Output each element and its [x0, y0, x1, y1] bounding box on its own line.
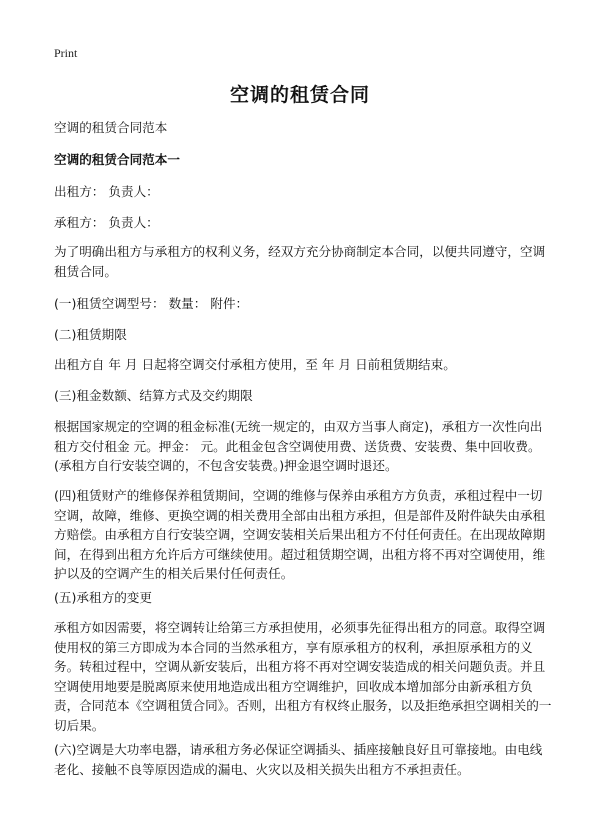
item-2-title: (二)租赁期限	[54, 327, 127, 342]
intro-paragraph: 为了明确出租方与承租方的权利义务，经双方充分协商制定本合同，以便共同遵守，空调租赁合同。	[54, 244, 546, 279]
item-1-line: (一)租赁空调型号： 数量： 附件：	[54, 296, 249, 311]
item-3-text: 根据国家规定的空调的租金标准(无统一规定的，由双方当事人商定)，承租方一次性向出租方交付租金 元。押金： 元。此租金包含空调使用费、送货费、安装费、集中回收费。(承租方自行安装空调的，不包含安装费。)押金退空调时退还。	[54, 419, 543, 473]
lessee-line: 承租方： 负责人：	[54, 215, 159, 230]
document-subtitle: 空调的租赁合同范本	[54, 120, 168, 135]
document-title: 空调的租赁合同	[229, 84, 370, 106]
item-5-text: 承租方如因需要，将空调转让给第三方承担使用，必须事先征得出租方的同意。取得空调使用权的第三方即成为本合同的当然承租方，享有原承租方的权利，承担原承租方的义务。转租过程中，空调从新安装后，出租方将不再对空调安装造成的相关问题负责。并且空调使用地要是脱离原来使用地造成出租方空调维护，回收成本增加部分由新承租方负责，合同范本《空调租赁合同》。否则，出租方有权终止服务，以及拒绝承担空调相关的一切后果。	[54, 620, 552, 733]
item-2-text: 出租方自 年 月 日起将空调交付承租方使用，至 年 月 日前租赁期结束。	[54, 357, 456, 372]
print-label[interactable]: Print	[54, 46, 78, 60]
item-5-title: (五)承租方的变更	[54, 590, 152, 605]
section-heading: 空调的租赁合同范本一	[54, 152, 180, 167]
item-3-title: (三)租金数额、结算方式及交约期限	[54, 388, 253, 403]
lessor-line: 出租方： 负责人：	[54, 184, 159, 199]
item-6-text: (六)空调是大功率电器，请承租方务必保证空调插头、插座接触良好且可靠接地。由电线老化、接触不良等原因造成的漏电、火灾以及相关损失出租方不承担责任。	[54, 742, 543, 777]
item-4-text: (四)租赁财产的维修保养租赁期间，空调的维修与保养由承租方方负责，承租过程中一切空调，故障，维修、更换空调的相关费用全部由出租方承担，但是部件及附件缺失由承租方赔偿。由承租方自行安装空调，空调安装相关后果出租方不付任何责任。在出现故障期间，在得到出租方允许后方可继续使用。超过租赁期空调，出租方将不再对空调使用，维护以及的空调产生的相关后果付任何责任。	[54, 488, 546, 581]
